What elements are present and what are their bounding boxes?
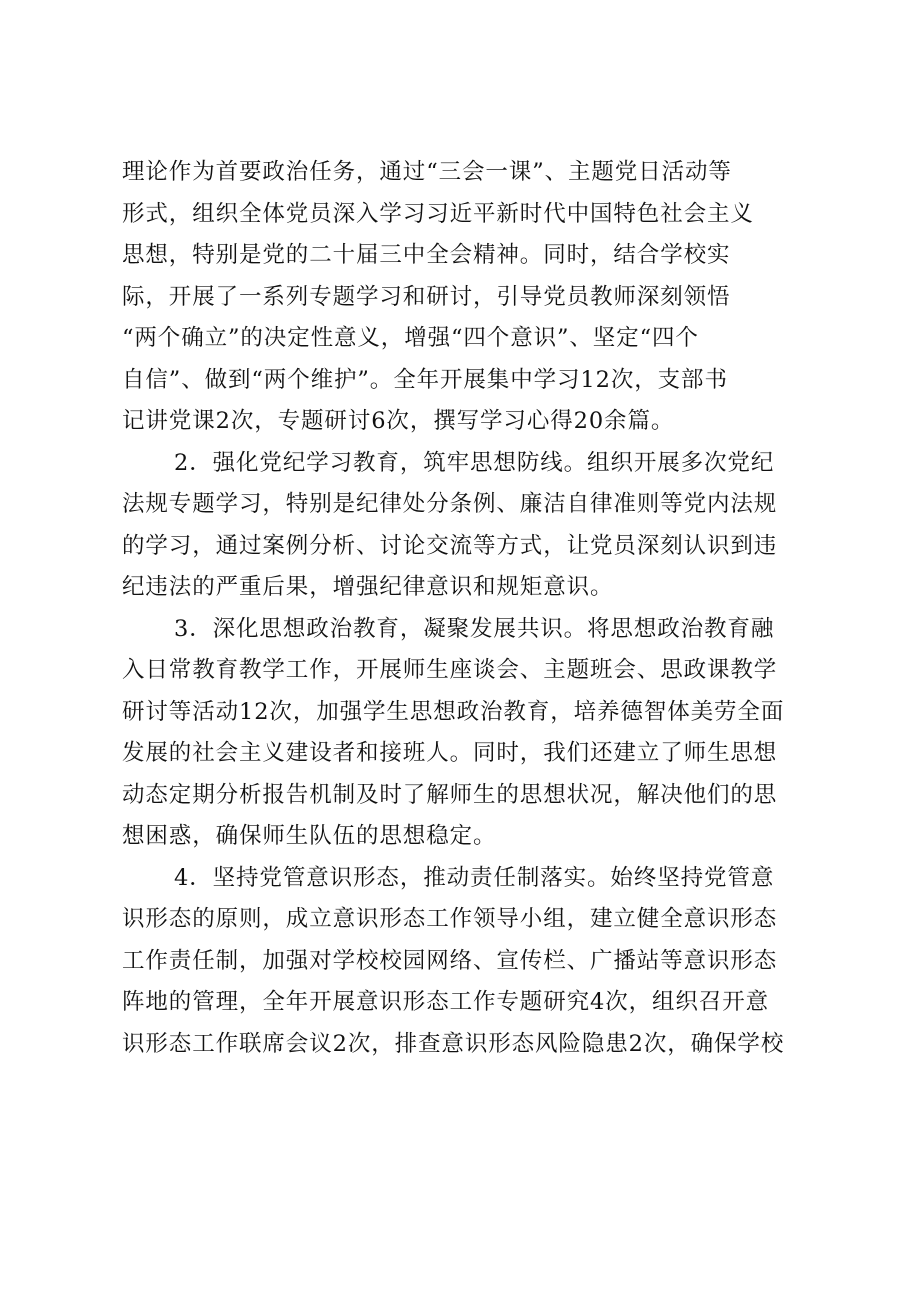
paragraph-theory-study	[122, 152, 812, 443]
text-line: 4．坚持党管意识形态，推动责任制落实。始终坚持党管意	[174, 864, 775, 891]
text-line: 工作责任制，加强对学校校园网络、宣传栏、广播站等意识形态	[122, 947, 778, 974]
text-line: 想困惑，确保师生队伍的思想稳定。	[122, 823, 497, 849]
text-line: 的学习，通过案例分析、讨论交流等方式，让党员深刻认识到违	[122, 532, 778, 559]
text-line: 际，开展了一系列专题学习和研讨，引导党员教师深刻领悟	[122, 283, 731, 310]
document-body	[122, 152, 812, 1065]
text-line: 思想，特别是党的二十届三中全会精神。同时，结合学校实	[122, 242, 731, 268]
text-line: 研讨等活动12次，加强学生思想政治教育，培养德智体美劳全面	[122, 698, 785, 725]
text-line: 自信”、做到“两个维护”。全年开展集中学习12次，支部书	[122, 366, 728, 393]
text-line: 理论作为首要政治任务，通过“三会一课”、主题党日活动等	[122, 159, 732, 185]
paragraph-political-education	[122, 609, 812, 858]
text-line: 法规专题学习，特别是纪律处分条例、廉洁自律准则等党内法规	[122, 491, 778, 517]
text-line: 3．深化思想政治教育，凝聚发展共识。将思想政治教育融	[174, 615, 775, 642]
paragraph-ideology-responsibility	[122, 858, 812, 1066]
paragraph-discipline-education	[122, 443, 812, 609]
text-line: 形式，组织全体党员深入学习习近平新时代中国特色社会主义	[122, 200, 754, 227]
text-line: 纪违法的严重后果，增强纪律意识和规矩意识。	[122, 574, 614, 600]
text-line: 动态定期分析报告机制及时了解师生的思想状况，解决他们的思	[122, 781, 778, 808]
text-line: 发展的社会主义建设者和接班人。同时，我们还建立了师生思想	[122, 740, 778, 766]
text-line: 入日常教育教学工作，开展师生座谈会、主题班会、思政课教学	[122, 657, 778, 683]
text-line: 识形态工作联席会议2次，排查意识形态风险隐患2次，确保学校	[122, 1030, 785, 1057]
text-line: “两个确立”的决定性意义，增强“四个意识”、坚定“四个	[122, 325, 699, 351]
text-line: 阵地的管理，全年开展意识形态工作专题研究4次，组织召开意	[122, 989, 770, 1015]
text-line: 2．强化党纪学习教育，筑牢思想防线。组织开展多次党纪	[174, 449, 775, 476]
text-line: 识形态的原则，成立意识形态工作领导小组，建立健全意识形态	[122, 906, 778, 932]
text-line: 记讲党课2次，专题研讨6次，撰写学习心得20余篇。	[122, 408, 675, 434]
